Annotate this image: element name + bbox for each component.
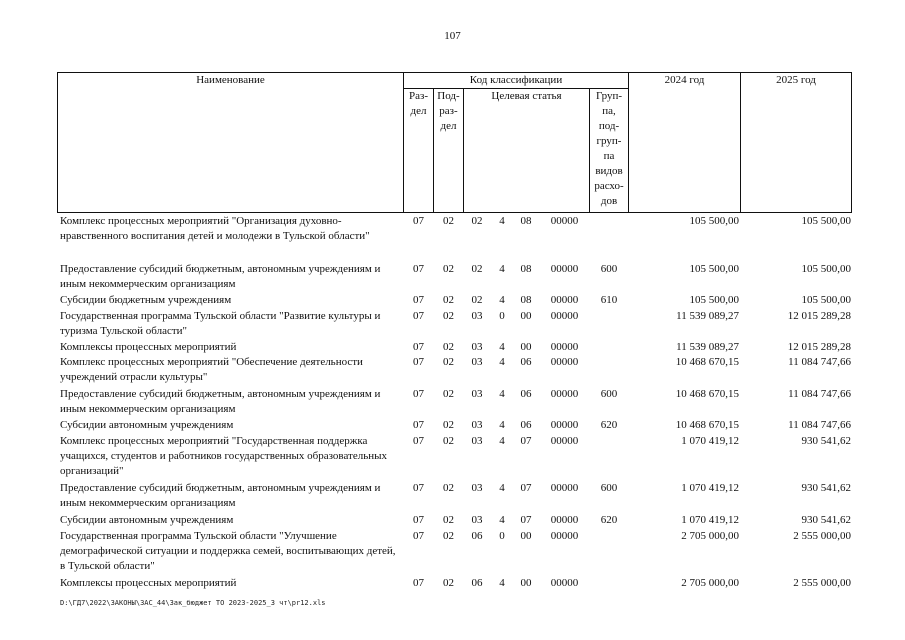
row-razdel: 07 xyxy=(413,341,424,353)
row-cs3: 00 xyxy=(520,530,532,542)
row-podrazdel: 02 xyxy=(443,514,454,526)
row-razdel: 07 xyxy=(413,419,424,431)
row-cs1: 02 xyxy=(471,294,483,306)
row-cs3: 00 xyxy=(520,577,532,589)
row-podrazdel: 02 xyxy=(443,577,454,589)
row-amount-2025: 105 500,00 xyxy=(801,294,851,306)
row-cs2: 4 xyxy=(499,356,505,368)
row-amount-2024: 2 705 000,00 xyxy=(681,530,739,542)
row-amount-2024: 105 500,00 xyxy=(689,215,739,227)
row-amount-2025: 11 084 747,66 xyxy=(788,388,851,400)
row-name: Комплексы процессных мероприятий xyxy=(60,577,237,589)
row-cs4: 00000 xyxy=(550,341,579,353)
row-cs2: 4 xyxy=(499,294,505,306)
row-amount-2024: 10 468 670,15 xyxy=(675,388,739,400)
row-name: Государственная программа Тульской области "Улучшение демографической ситуации и поддержка семей, воспитывающих детей, в Тульской области" xyxy=(60,530,396,572)
row-razdel: 07 xyxy=(413,310,424,322)
row-cs4: 00000 xyxy=(550,310,579,322)
row-amount-2025: 2 555 000,00 xyxy=(793,530,851,542)
row-vid: 610 xyxy=(600,294,618,306)
col-border-2024 xyxy=(740,72,741,213)
row-cs4: 00000 xyxy=(550,530,579,542)
right-border xyxy=(851,72,852,213)
table-header-bottom-border xyxy=(57,212,852,213)
row-amount-2025: 105 500,00 xyxy=(801,215,851,227)
page-number: 107 xyxy=(444,30,461,42)
row-name: Субсидии бюджетным учреждениям xyxy=(60,294,232,306)
row-cs2: 4 xyxy=(499,435,505,447)
header-code: Код классификации xyxy=(469,74,563,86)
row-cs1: 03 xyxy=(471,514,483,526)
header-2024: 2024 год xyxy=(664,74,705,86)
row-razdel: 07 xyxy=(413,294,424,306)
row-razdel: 07 xyxy=(413,482,424,494)
row-razdel: 07 xyxy=(413,435,424,447)
row-amount-2024: 1 070 419,12 xyxy=(681,514,739,526)
row-podrazdel: 02 xyxy=(443,341,454,353)
row-amount-2025: 12 015 289,28 xyxy=(787,341,851,353)
row-cs3: 00 xyxy=(520,341,532,353)
row-cs4: 00000 xyxy=(550,435,579,447)
row-cs2: 0 xyxy=(499,310,505,322)
row-name: Субсидии автономным учреждениям xyxy=(60,419,234,431)
row-razdel: 07 xyxy=(413,388,424,400)
row-cs2: 4 xyxy=(499,419,505,431)
row-amount-2025: 930 541,62 xyxy=(801,435,851,447)
row-amount-2024: 11 539 089,27 xyxy=(676,310,739,322)
row-razdel: 07 xyxy=(413,530,424,542)
row-vid: 600 xyxy=(600,482,618,494)
row-amount-2025: 11 084 747,66 xyxy=(788,419,851,431)
row-amount-2024: 105 500,00 xyxy=(689,263,739,275)
row-vid: 620 xyxy=(600,419,618,431)
row-cs1: 02 xyxy=(471,263,483,275)
row-amount-2025: 930 541,62 xyxy=(801,482,851,494)
row-amount-2025: 11 084 747,66 xyxy=(788,356,851,368)
row-vid: 620 xyxy=(600,514,618,526)
row-podrazdel: 02 xyxy=(443,294,454,306)
row-cs2: 4 xyxy=(499,577,505,589)
row-cs3: 07 xyxy=(520,435,532,447)
row-razdel: 07 xyxy=(413,263,424,275)
left-border xyxy=(57,72,58,213)
row-cs1: 03 xyxy=(471,419,483,431)
row-name: Государственная программа Тульской области "Развитие культуры и туризма Тульской области" xyxy=(60,310,381,337)
row-cs2: 0 xyxy=(499,530,505,542)
row-cs3: 07 xyxy=(520,482,532,494)
header-name: Наименование xyxy=(196,74,265,86)
header-target: Целевая статья xyxy=(491,90,562,102)
row-razdel: 07 xyxy=(413,577,424,589)
header-subsection: Под- раз- дел xyxy=(437,90,460,132)
row-name: Предоставление субсидий бюджетным, автономным учреждениям и иным некоммерческим организациям xyxy=(60,388,381,415)
row-cs4: 00000 xyxy=(550,514,579,526)
row-podrazdel: 02 xyxy=(443,356,454,368)
row-amount-2024: 105 500,00 xyxy=(689,294,739,306)
col-border-code xyxy=(628,72,629,213)
row-cs2: 4 xyxy=(499,263,505,275)
row-cs2: 4 xyxy=(499,341,505,353)
row-cs3: 06 xyxy=(520,356,532,368)
row-cs2: 4 xyxy=(499,514,505,526)
row-amount-2024: 1 070 419,12 xyxy=(681,482,739,494)
row-cs4: 00000 xyxy=(550,388,579,400)
row-cs4: 00000 xyxy=(550,215,579,227)
row-cs1: 03 xyxy=(471,388,483,400)
row-cs1: 06 xyxy=(471,577,483,589)
row-cs3: 08 xyxy=(520,215,532,227)
row-name: Предоставление субсидий бюджетным, автономным учреждениям и иным некоммерческим организациям xyxy=(60,263,381,290)
row-amount-2025: 930 541,62 xyxy=(801,514,851,526)
row-cs1: 03 xyxy=(471,482,483,494)
row-cs2: 4 xyxy=(499,482,505,494)
row-vid: 600 xyxy=(600,263,618,275)
row-amount-2024: 10 468 670,15 xyxy=(675,419,739,431)
row-cs1: 03 xyxy=(471,341,483,353)
row-podrazdel: 02 xyxy=(443,215,454,227)
row-cs3: 07 xyxy=(520,514,532,526)
row-cs4: 00000 xyxy=(550,419,579,431)
row-podrazdel: 02 xyxy=(443,482,454,494)
row-cs4: 00000 xyxy=(550,356,579,368)
row-cs2: 4 xyxy=(499,215,505,227)
row-podrazdel: 02 xyxy=(443,310,454,322)
row-podrazdel: 02 xyxy=(443,530,454,542)
header-group: Груп- па, под- груп- па видов расхо- дов xyxy=(594,90,624,207)
row-name: Субсидии автономным учреждениям xyxy=(60,514,234,526)
file-path-footer: D:\ГД7\2022\ЗАКОНЫ\ЗАС_44\Зак_бюджет ТО 2023-2025_3 чт\рr12.xls xyxy=(60,599,326,607)
row-amount-2024: 11 539 089,27 xyxy=(676,341,739,353)
row-cs2: 4 xyxy=(499,388,505,400)
row-podrazdel: 02 xyxy=(443,388,454,400)
row-name: Комплекс процессных мероприятий "Организация духовно-нравственного воспитания детей и молодежи в Тульской области" xyxy=(60,215,370,242)
col-border-podrazdel xyxy=(463,88,464,213)
row-cs4: 00000 xyxy=(550,294,579,306)
row-cs3: 06 xyxy=(520,419,532,431)
row-name: Комплексы процессных мероприятий xyxy=(60,341,237,353)
row-amount-2025: 105 500,00 xyxy=(801,263,851,275)
row-podrazdel: 02 xyxy=(443,263,454,275)
row-razdel: 07 xyxy=(413,356,424,368)
row-cs4: 00000 xyxy=(550,482,579,494)
row-podrazdel: 02 xyxy=(443,419,454,431)
header-2025: 2025 год xyxy=(776,74,816,86)
row-cs1: 03 xyxy=(471,435,483,447)
row-name: Комплекс процессных мероприятий "Обеспечение деятельности учреждений отрасли культуры" xyxy=(60,356,363,383)
row-cs1: 03 xyxy=(471,310,483,322)
row-amount-2024: 2 705 000,00 xyxy=(681,577,739,589)
row-cs3: 00 xyxy=(520,310,532,322)
row-cs1: 02 xyxy=(471,215,483,227)
row-name: Комплекс процессных мероприятий "Государственная поддержка учащихся, студентов и работников государственных образовательных организаций" xyxy=(60,435,388,477)
row-cs4: 00000 xyxy=(550,263,579,275)
row-vid: 600 xyxy=(600,388,618,400)
row-cs3: 08 xyxy=(520,294,532,306)
row-razdel: 07 xyxy=(413,215,424,227)
row-cs3: 06 xyxy=(520,388,532,400)
row-amount-2024: 10 468 670,15 xyxy=(675,356,739,368)
row-amount-2025: 2 555 000,00 xyxy=(793,577,851,589)
row-cs1: 03 xyxy=(471,356,483,368)
row-name: Предоставление субсидий бюджетным, автономным учреждениям и иным некоммерческим организациям xyxy=(60,482,381,509)
row-amount-2025: 12 015 289,28 xyxy=(787,310,851,322)
row-razdel: 07 xyxy=(413,514,424,526)
row-cs4: 00000 xyxy=(550,577,579,589)
row-cs1: 06 xyxy=(471,530,483,542)
row-amount-2024: 1 070 419,12 xyxy=(681,435,739,447)
header-section: Раз- дел xyxy=(408,90,428,117)
row-cs3: 08 xyxy=(520,263,532,275)
row-podrazdel: 02 xyxy=(443,435,454,447)
